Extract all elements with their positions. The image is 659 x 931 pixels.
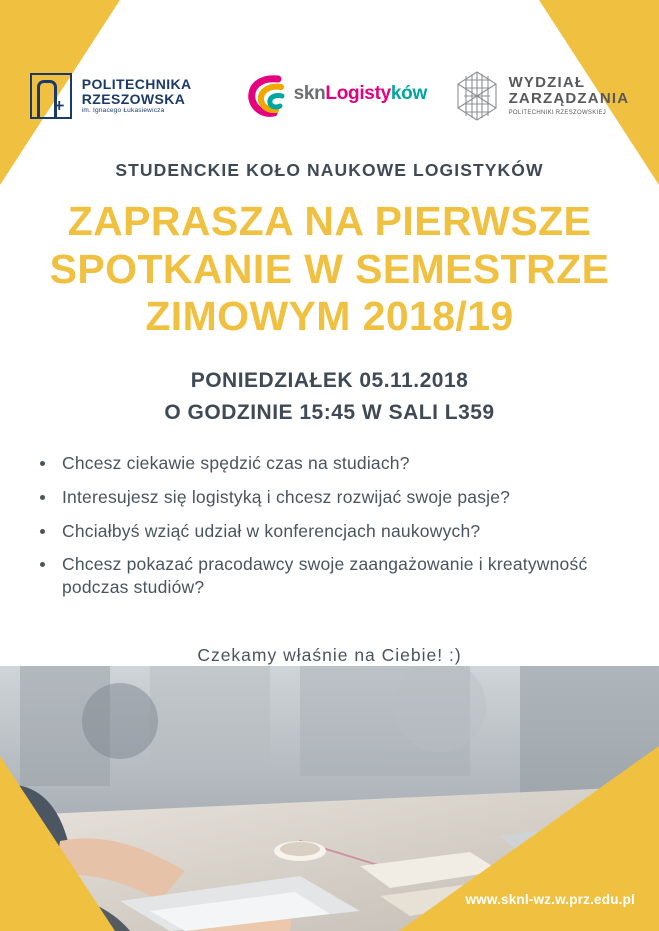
list-item: Chcesz pokazać pracodawcy swoje zaangażowanie i kreatywność podczas studiów? (28, 553, 628, 599)
logo-politechnika-rzeszowska (30, 73, 192, 119)
politechnika-line2: RZESZOWSKA (81, 90, 186, 107)
wydzial-line2: ZARZĄDZANIA (508, 90, 630, 108)
website-url[interactable]: www.sknl-wz.w.prz.edu.pl (465, 892, 635, 907)
list-item: Chcesz ciekawie spędzić czas na studiach? (28, 452, 628, 475)
wydzial-wordmark (509, 75, 630, 116)
skn-word-part1: skn (293, 83, 326, 104)
headline-line-2: SPOTKANIE W SEMESTRZE (49, 245, 610, 292)
wydzial-emblem-icon (454, 70, 500, 122)
list-item: Chciałbyś wziąć udział w konferencjach naukowych? (28, 520, 628, 543)
event-date-line: PONIEDZIAŁEK 05.11.2018 (190, 369, 469, 392)
logo-skn-logistykow (248, 71, 427, 121)
kicker-text: STUDENCKIE KOŁO NAUKOWE LOGISTYKÓW (115, 160, 544, 180)
wydzial-line3: POLITECHNIKI RZESZOWSKIEJ (508, 110, 607, 117)
politechnika-wordmark (82, 77, 192, 115)
skn-swirl-icon (248, 75, 292, 117)
headline (0, 198, 659, 341)
event-datetime (0, 365, 659, 428)
logo-wydzial-zarzadzania (454, 70, 630, 122)
skn-wordmark (294, 83, 427, 105)
logo-row (0, 58, 659, 134)
headline-line-3: ZIMOWYM 2018/19 (145, 293, 514, 340)
closing-text: Czekamy właśnie na Ciebie! :) (197, 645, 462, 665)
wydzial-line1: WYDZIAŁ (508, 74, 586, 92)
skn-word-part2: Logisty (325, 83, 391, 104)
skn-word-part3: ków (390, 83, 427, 104)
politechnika-emblem-icon (30, 73, 72, 119)
headline-line-1: ZAPRASZA NA PIERWSZE (67, 198, 592, 244)
politechnika-line3: im. Ignacego Łukasiewicza (81, 107, 165, 115)
list-item: Interesujesz się logistyką i chcesz rozwijać swoje pasje? (28, 486, 628, 509)
question-list (28, 452, 628, 610)
event-time-room-line: O GODZINIE 15:45 W SALI L359 (164, 400, 495, 424)
politechnika-line1: POLITECHNIKA (81, 75, 192, 92)
